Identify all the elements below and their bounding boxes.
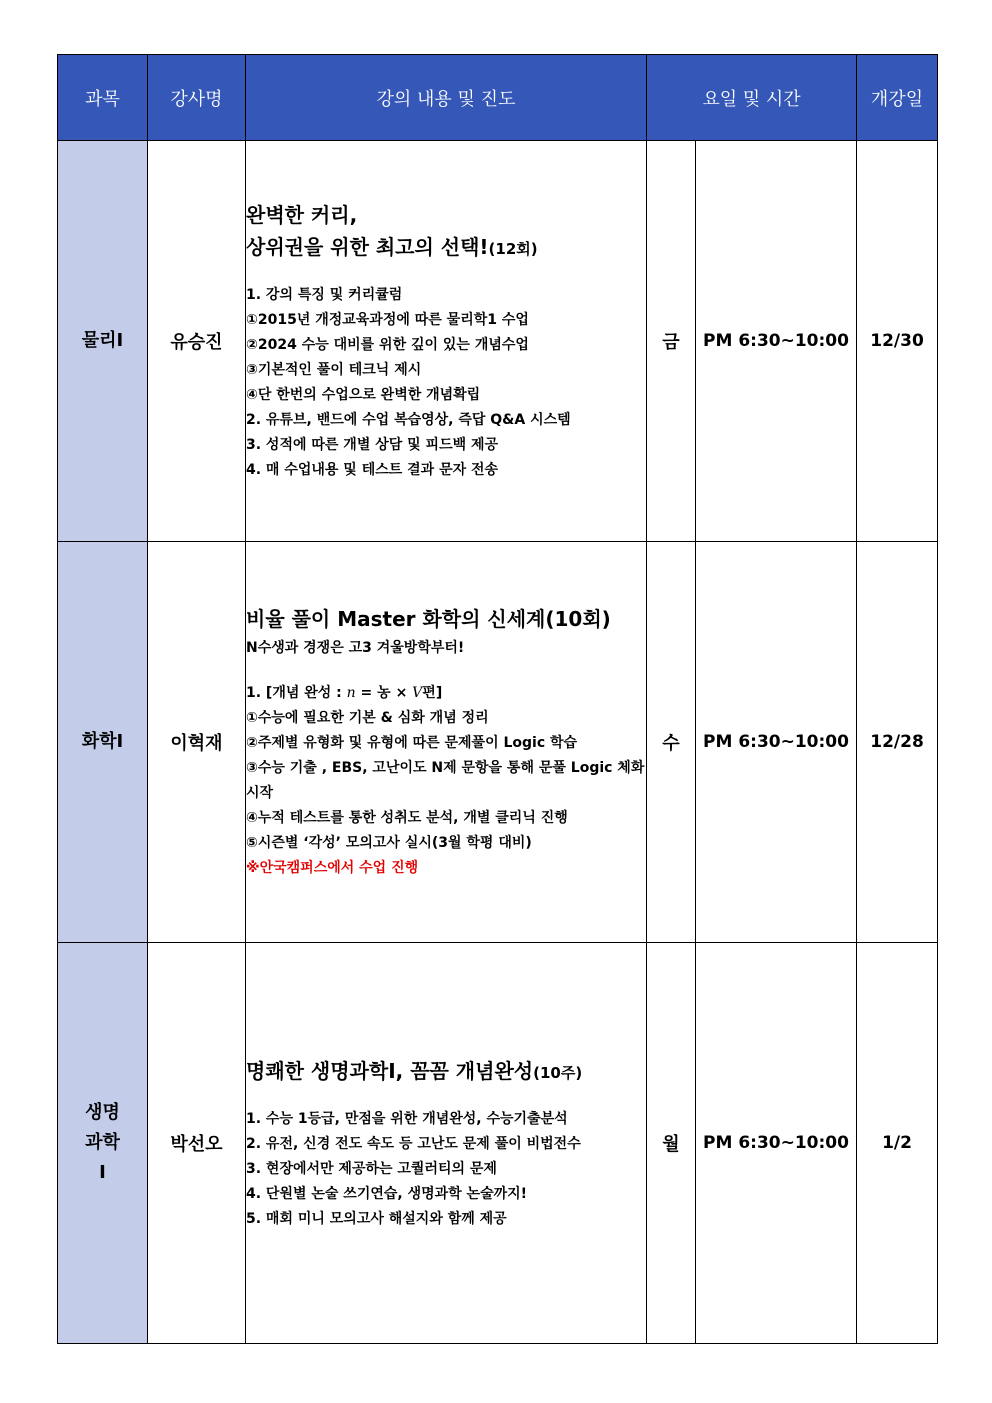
- table-row-biology: [58, 943, 938, 1344]
- header-subject: 과목: [58, 55, 148, 141]
- header-content: 강의 내용 및 진도: [246, 55, 647, 141]
- course-headline: 명쾌한 생명과학Ⅰ, 꼼꼼 개념완성(10주): [246, 1058, 583, 1083]
- list-item: ①2015년 개정교육과정에 따른 물리학1 수업: [246, 312, 529, 328]
- feature-list: [246, 283, 646, 483]
- time-cell: PM 6:30~10:00: [696, 943, 857, 1344]
- list-item: ②2024 수능 대비를 위한 깊이 있는 개념수업: [246, 337, 529, 353]
- headline-line-2: 상위권을 위한 최고의 선택!(12회): [246, 235, 538, 259]
- feature-list: [246, 681, 646, 881]
- subject-cell: 물리Ⅰ: [58, 141, 148, 542]
- list-item: ②주제별 유형화 및 유형에 따른 문제풀이 Logic 학습: [246, 735, 578, 751]
- headline-line-1: 완벽한 커리,: [246, 203, 358, 227]
- day-cell: 수: [647, 542, 696, 943]
- header-schedule: 요일 및 시간: [647, 55, 857, 141]
- list-item: ⑤시즌별 ‘각성’ 모의고사 실시(3월 학평 대비): [246, 835, 532, 851]
- day-cell: 월: [647, 943, 696, 1344]
- course-headline: [246, 199, 646, 265]
- list-item: 5. 매회 미니 모의고사 해설지와 함께 제공: [246, 1210, 507, 1227]
- course-schedule-table: [57, 54, 938, 1344]
- list-item: 4. 매 수업내용 및 테스트 결과 문자 전송: [246, 462, 499, 478]
- list-item: ③기본적인 풀이 테크닉 제시: [246, 362, 422, 378]
- teacher-cell: 박선오: [148, 943, 246, 1344]
- feature-list: [246, 1107, 646, 1232]
- teacher-cell: 이혁재: [148, 542, 246, 943]
- teacher-cell: 유승진: [148, 141, 246, 542]
- table-header-row: [58, 55, 938, 141]
- table-row-chemistry: [58, 542, 938, 943]
- list-item: ③수능 기출 , EBS, 고난이도 N제 문항을 통해 문풀 Logic 체화 시작: [246, 760, 645, 801]
- start-date-cell: 1/2: [857, 943, 938, 1344]
- table-row-physics: [58, 141, 938, 542]
- list-item: 1. 수능 1등급, 만점을 위한 개념완성, 수능기출분석: [246, 1110, 568, 1127]
- list-item: 4. 단원별 논술 쓰기연습, 생명과학 논술까지!: [246, 1185, 528, 1202]
- course-subline: N수생과 경쟁은 고3 겨울방학부터!: [246, 640, 465, 656]
- session-count: (10주): [533, 1063, 583, 1082]
- list-item: 1. 강의 특징 및 커리큘럼: [246, 287, 403, 303]
- list-item: 3. 성적에 따른 개별 상담 및 피드백 제공: [246, 437, 499, 453]
- list-item: ①수능에 필요한 기본 & 심화 개념 정리: [246, 710, 489, 726]
- time-cell: PM 6:30~10:00: [696, 141, 857, 542]
- list-item: ④누적 테스트를 통한 성취도 분석, 개별 클리닉 진행: [246, 810, 568, 826]
- list-item: 3. 현장에서만 제공하는 고퀄러티의 문제: [246, 1160, 497, 1177]
- start-date-cell: 12/30: [857, 141, 938, 542]
- list-item: 2. 유전, 신경 전도 속도 등 고난도 문제 풀이 비법전수: [246, 1135, 581, 1152]
- list-item: ④단 한번의 수업으로 완벽한 개념확립: [246, 387, 481, 403]
- time-cell: PM 6:30~10:00: [696, 542, 857, 943]
- formula-item: 1. [개념 완성 : n = 농 × V편]: [246, 685, 443, 701]
- content-cell: [246, 141, 647, 542]
- course-headline: 비율 풀이 Master 화학의 신세계(10회): [246, 607, 611, 631]
- header-teacher: 강사명: [148, 55, 246, 141]
- subject-cell: 생명 과학 Ⅰ: [58, 943, 148, 1344]
- header-start-date: 개강일: [857, 55, 938, 141]
- content-cell: [246, 542, 647, 943]
- content-cell: [246, 943, 647, 1344]
- subject-cell: 화학Ⅰ: [58, 542, 148, 943]
- campus-notice: ※안국캠퍼스에서 수업 진행: [246, 860, 419, 876]
- day-cell: 금: [647, 141, 696, 542]
- list-item: 2. 유튜브, 밴드에 수업 복습영상, 즉답 Q&A 시스템: [246, 412, 571, 428]
- start-date-cell: 12/28: [857, 542, 938, 943]
- session-count: (12회): [488, 240, 538, 258]
